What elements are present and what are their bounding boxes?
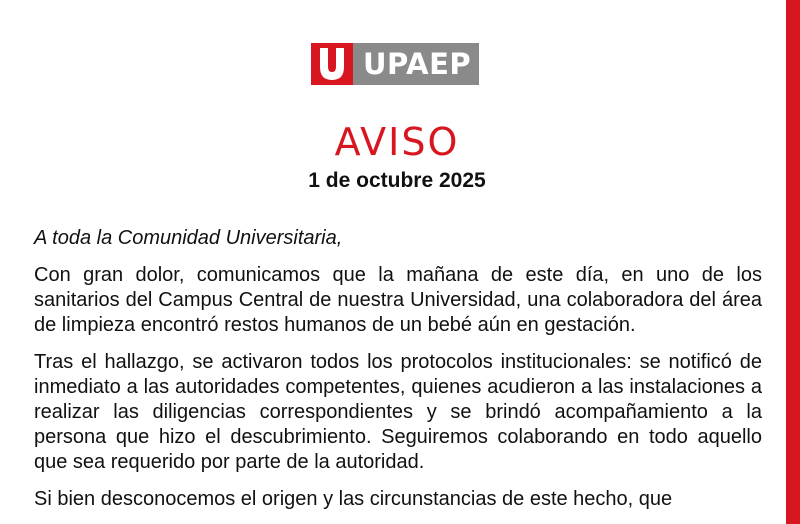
logo-u-icon: [317, 48, 347, 80]
notice-paragraph-1: Con gran dolor, comunicamos que la mañana de este día, en uno de los sanitarios del Campus Central de nuestra Universidad, una colaboradora del área de limpieza encontró restos humanos de un bebé aún en gestación.: [34, 264, 762, 336]
side-accent-bar: [786, 0, 800, 524]
notice-title: AVISO: [334, 120, 460, 164]
notice-paragraph-2: Tras el hallazgo, se activaron todos los protocolos institucionales: se notificó de inmediato a las autoridades competentes, quienes acudieron a las instalaciones a realizar las diligencias correspondientes y se brindó acompañamiento a la persona que hizo el descubrimiento. Seguiremos colaborando en todo aquello que sea requerido por parte de la autoridad.: [34, 351, 762, 473]
upaep-logo: [311, 43, 479, 85]
notice-paragraph-3: Si bien desconocemos el origen y las circunstancias de este hecho, que: [34, 488, 673, 510]
logo-wordmark: UPAEP: [353, 43, 479, 85]
notice-date: 1 de octubre 2025: [308, 169, 486, 192]
notice-body: [34, 226, 762, 524]
notice-greeting: A toda la Comunidad Universitaria,: [34, 227, 343, 249]
logo-u-mark: [311, 43, 353, 85]
